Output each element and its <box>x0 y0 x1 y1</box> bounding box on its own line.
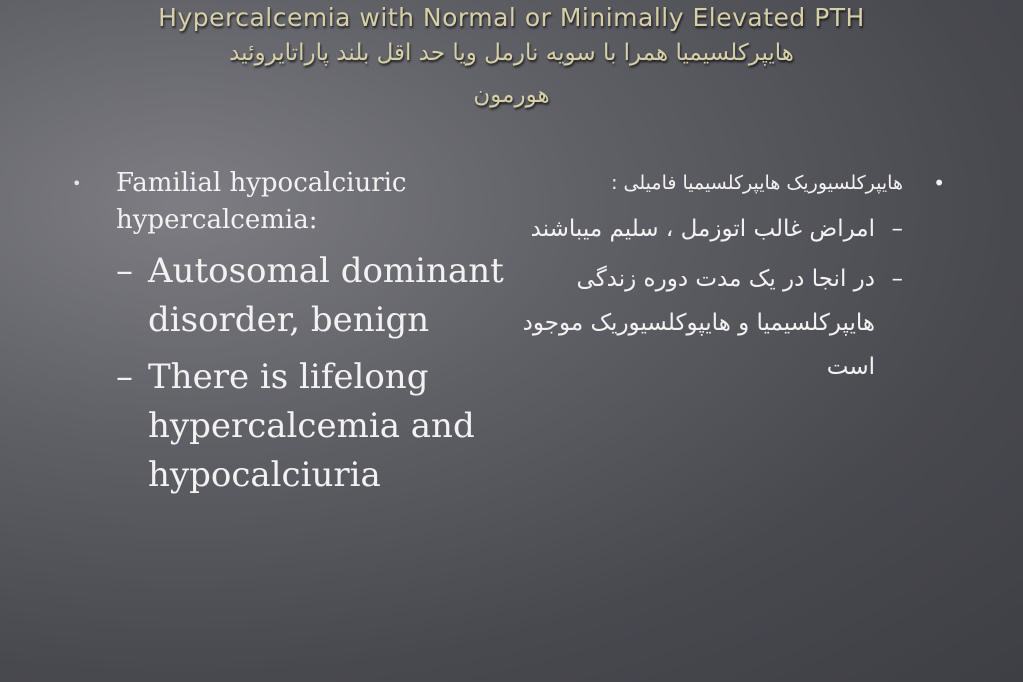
english-subitem <box>70 247 510 345</box>
persian-bullet-heading <box>520 165 945 201</box>
english-content-column <box>70 165 510 500</box>
dash-marker: – <box>891 216 903 242</box>
persian-subitem <box>520 207 945 251</box>
persian-content-column <box>520 165 945 389</box>
bullet-marker: • <box>933 171 945 195</box>
dash-marker: – <box>116 251 133 291</box>
english-subitem <box>70 353 510 500</box>
bullet-marker: • <box>72 174 82 193</box>
dash-marker: – <box>116 357 133 397</box>
slide-title-persian-continued: هورمون <box>473 82 550 108</box>
slide-title-english: Hypercalcemia with Normal or Minimally Elevated PTH <box>158 3 865 32</box>
english-subitem-text: There is lifelong hypercalcemia and hypocalciuria <box>148 357 475 495</box>
persian-subitem-text: امراض غالب اتوزمل ، سلیم میباشند <box>530 216 875 242</box>
english-bullet-heading <box>70 165 510 239</box>
english-heading-text: Familial hypocalciuric hypercalcemia: <box>116 168 407 235</box>
english-subitem-text: Autosomal dominant disorder, benign <box>148 251 504 340</box>
persian-heading-text: هایپرکلسیوریک هایپرکلسیمیا فامیلی : <box>611 172 903 194</box>
persian-subitem <box>520 257 945 389</box>
slide-title-persian: هایپرکلسیمیا همرا با سویه نارمل ویا حد اقل بلند پاراتایروئید <box>229 40 794 66</box>
persian-subitem-text: در انجا در یک مدت دوره زندگی هایپرکلسیمیا و هایپوکلسیوریک موجود است <box>522 266 875 380</box>
dash-marker: – <box>891 266 903 292</box>
